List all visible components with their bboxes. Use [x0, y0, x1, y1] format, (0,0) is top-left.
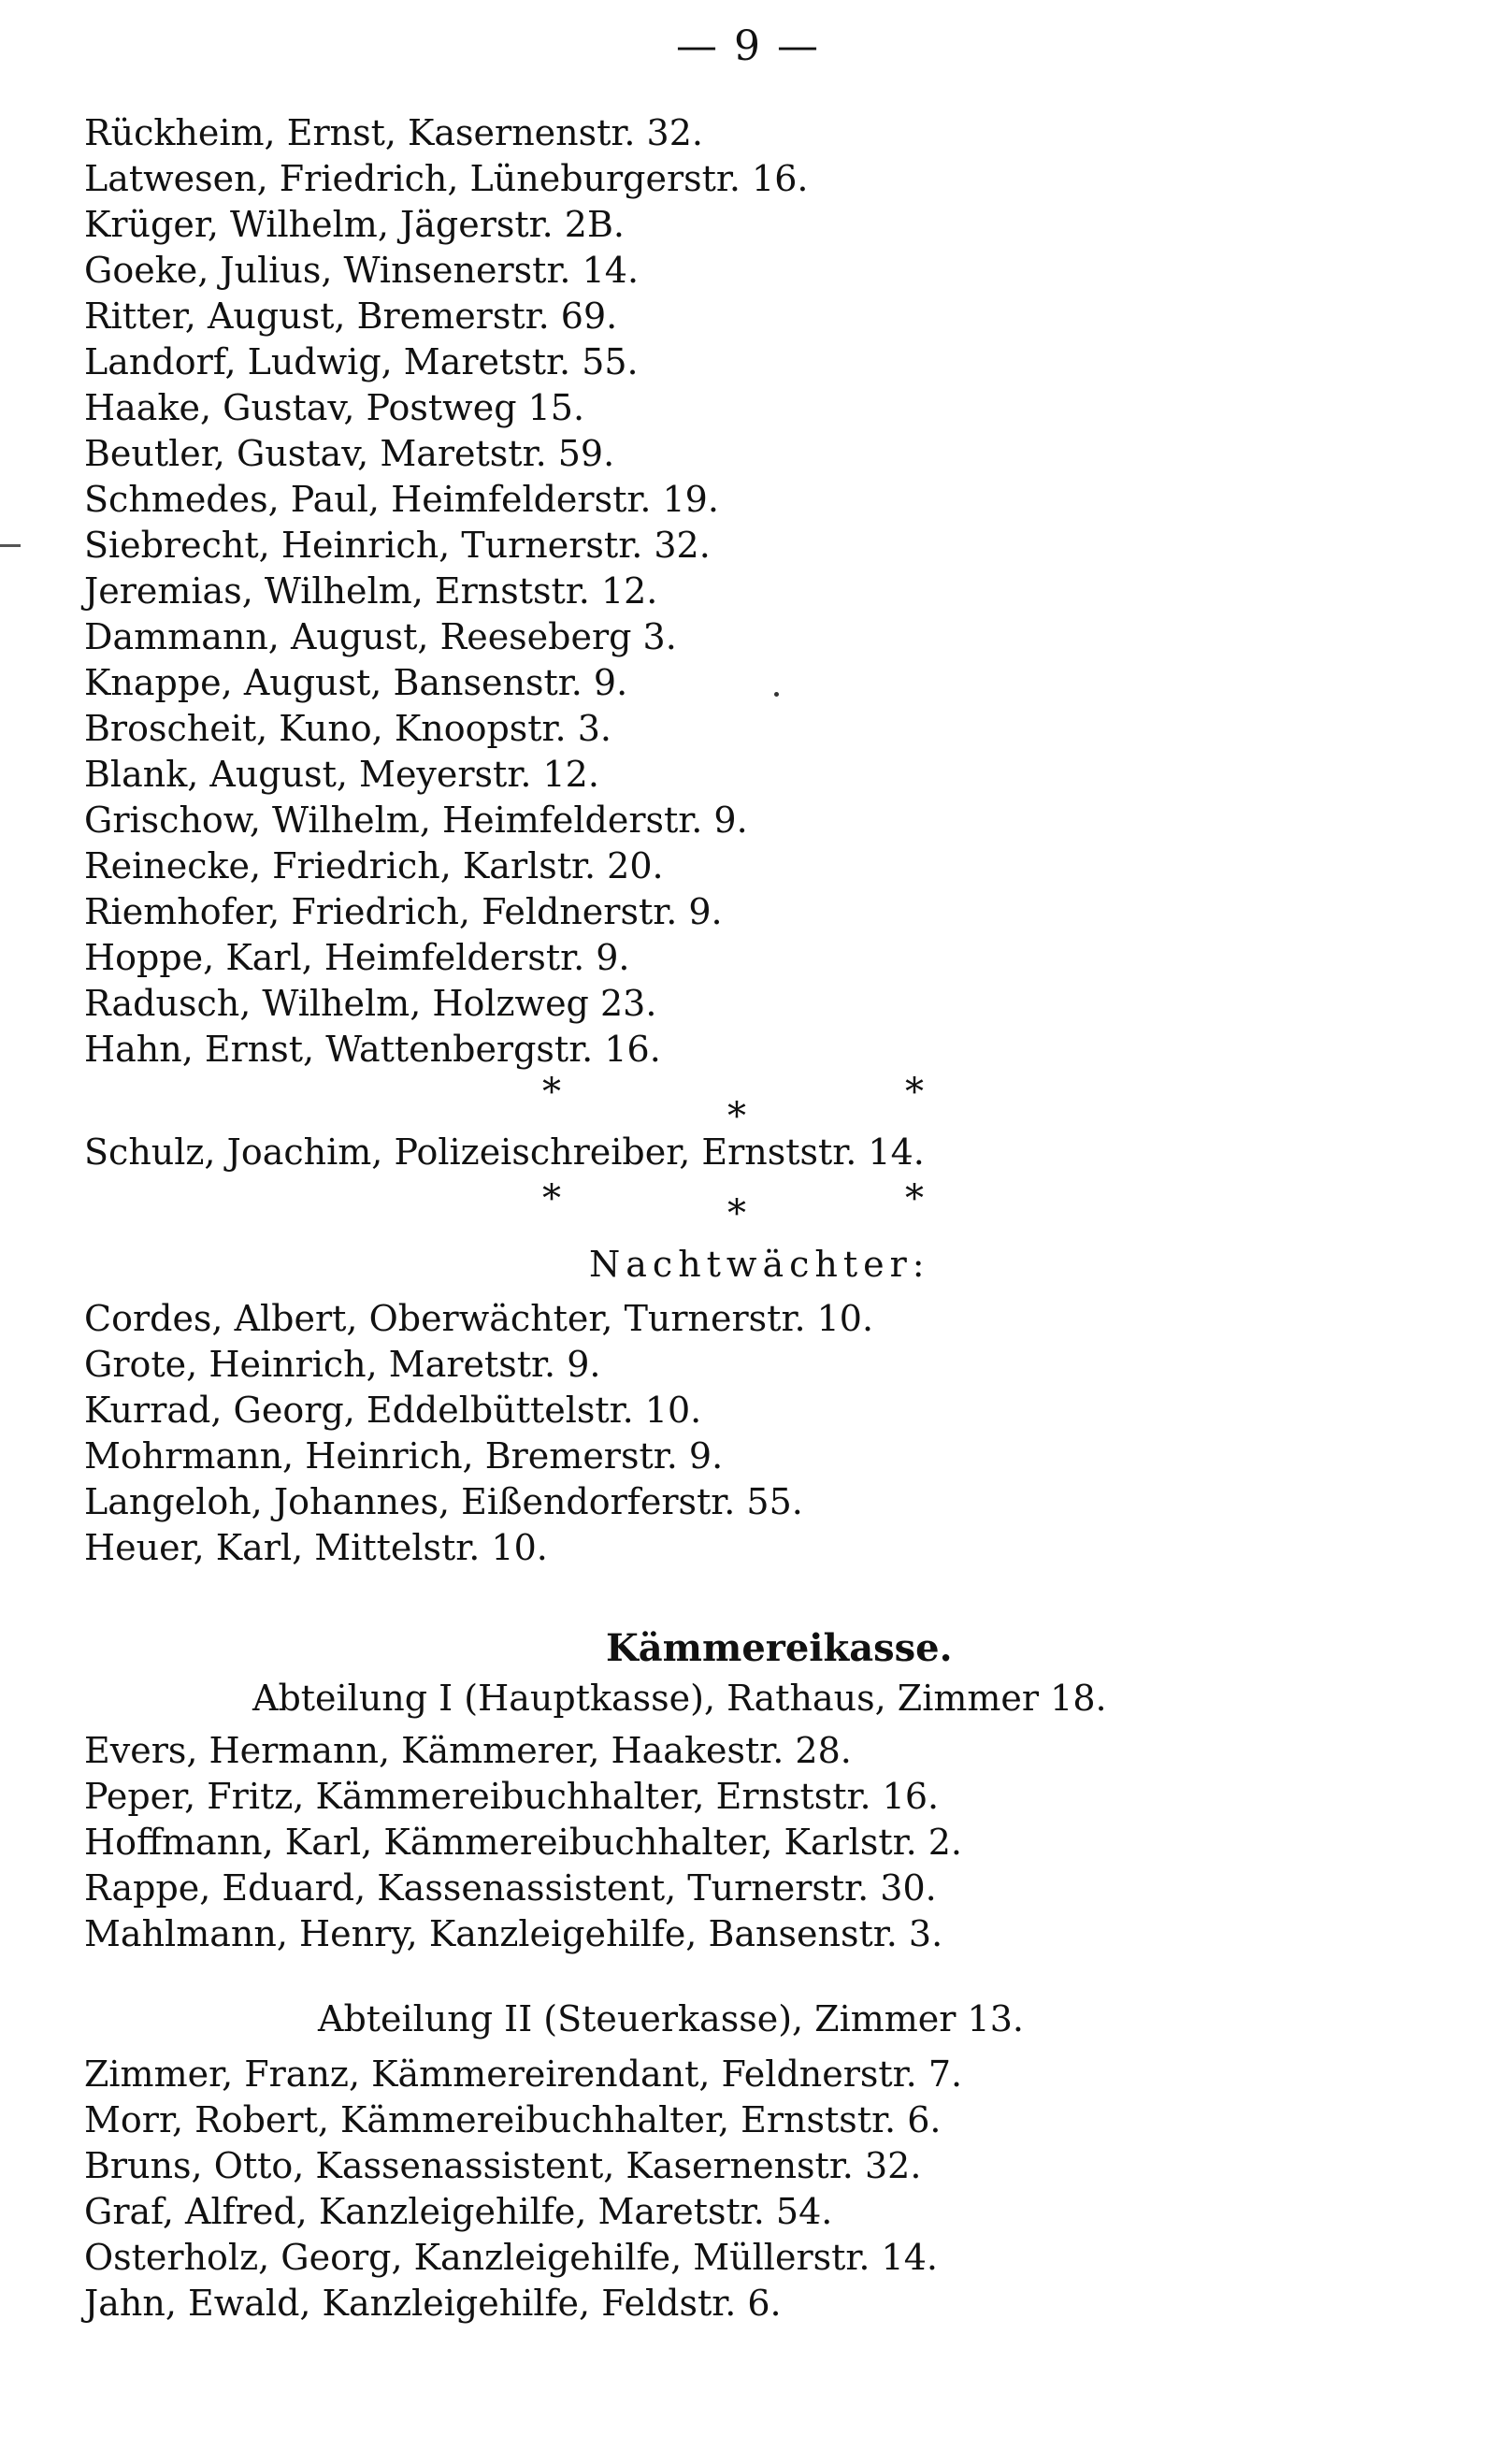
asterisk: * [542, 1071, 561, 1114]
list-item: Morr, Robert, Kämmereibuchhalter, Ernststr. 6. [84, 2099, 942, 2140]
list-item: Mohrmann, Heinrich, Bremerstr. 9. [84, 1435, 724, 1477]
list-item: Latwesen, Friedrich, Lüneburgerstr. 16. [84, 158, 809, 199]
list-item: Jahn, Ewald, Kanzleigehilfe, Feldstr. 6. [84, 2283, 782, 2324]
nachtwaechter-heading: Nachtwächter: [589, 1244, 930, 1285]
list-item: Haake, Gustav, Postweg 15. [84, 387, 585, 428]
asterisk: * [905, 1071, 924, 1114]
list-item: Landorf, Ludwig, Maretstr. 55. [84, 341, 639, 382]
list-item: Hoffmann, Karl, Kämmereibuchhalter, Karlstr. 2. [84, 1822, 963, 1863]
address-list-3 [84, 1728, 962, 1957]
list-item: Heuer, Karl, Mittelstr. 10. [84, 1527, 548, 1568]
schulz-entry: Schulz, Joachim, Polizeischreiber, Ernststr. 14. [84, 1131, 925, 1173]
list-item: Krüger, Wilhelm, Jägerstr. 2B. [84, 204, 625, 245]
abteilung-1-heading: Abteilung I (Hauptkasse), Rathaus, Zimmer 18. [252, 1678, 1107, 1719]
list-item: Grote, Heinrich, Maretstr. 9. [84, 1344, 601, 1385]
asterisk: * [905, 1177, 924, 1220]
list-item: Grischow, Wilhelm, Heimfelderstr. 9. [84, 800, 748, 841]
margin-dash-mark [0, 544, 21, 547]
list-item: Dammann, August, Reeseberg 3. [84, 616, 677, 657]
list-item: Zimmer, Franz, Kämmereirendant, Feldnerstr. 7. [84, 2053, 963, 2095]
list-item: Riemhofer, Friedrich, Feldnerstr. 9. [84, 891, 723, 932]
list-item: Osterholz, Georg, Kanzleigehilfe, Müllerstr. 14. [84, 2237, 938, 2278]
address-list-4 [84, 2052, 962, 2327]
list-item: Graf, Alfred, Kanzleigehilfe, Maretstr. 54. [84, 2191, 833, 2232]
list-item: Peper, Fritz, Kämmereibuchhalter, Ernststr. 16. [84, 1776, 940, 1817]
list-item: Goeke, Julius, Winsenerstr. 14. [84, 250, 640, 291]
list-item: Ritter, August, Bremerstr. 69. [84, 295, 618, 337]
list-item: Beutler, Gustav, Maretstr. 59. [84, 433, 615, 474]
list-item: Rappe, Eduard, Kassenassistent, Turnerstr. 30. [84, 1867, 937, 1909]
asterisk: * [542, 1177, 561, 1220]
list-item: Blank, August, Meyerstr. 12. [84, 754, 599, 795]
list-item: Evers, Hermann, Kämmerer, Haakestr. 28. [84, 1730, 852, 1771]
list-item: Cordes, Albert, Oberwächter, Turnerstr. 10. [84, 1298, 874, 1339]
abteilung-2-heading: Abteilung II (Steuerkasse), Zimmer 13. [318, 1998, 1024, 2039]
asterism-bottom [542, 1177, 954, 1235]
list-item: Knappe, August, Bansenstr. 9. [84, 662, 628, 703]
address-list-2 [84, 1296, 873, 1571]
list-item: Hoppe, Karl, Heimfelderstr. 9. [84, 937, 630, 978]
asterism-top [542, 1071, 954, 1138]
kaemmereikasse-heading: Kämmereikasse. [606, 1626, 953, 1670]
list-item: Reinecke, Friedrich, Karlstr. 20. [84, 845, 664, 886]
list-item: Rückheim, Ernst, Kasernenstr. 32. [84, 112, 703, 153]
list-item: Mahlmann, Henry, Kanzleigehilfe, Bansenstr. 3. [84, 1913, 943, 1954]
list-item: Broscheit, Kuno, Knoopstr. 3. [84, 708, 611, 749]
list-item: Siebrecht, Heinrich, Turnerstr. 32. [84, 525, 711, 566]
asterisk: * [727, 1192, 746, 1235]
list-item: Kurrad, Georg, Eddelbüttelstr. 10. [84, 1390, 702, 1431]
page-number: — 9 — [676, 22, 820, 70]
list-item: Bruns, Otto, Kassenassistent, Kasernenstr. 32. [84, 2145, 922, 2186]
list-item: Langeloh, Johannes, Eißendorferstr. 55. [84, 1481, 803, 1522]
list-item: Radusch, Wilhelm, Holzweg 23. [84, 983, 657, 1024]
list-item: Hahn, Ernst, Wattenbergstr. 16. [84, 1029, 661, 1070]
address-list-1 [84, 110, 809, 1073]
asterisk: * [727, 1095, 746, 1138]
list-item: Schmedes, Paul, Heimfelderstr. 19. [84, 479, 719, 520]
list-item: Jeremias, Wilhelm, Ernststr. 12. [84, 570, 658, 612]
